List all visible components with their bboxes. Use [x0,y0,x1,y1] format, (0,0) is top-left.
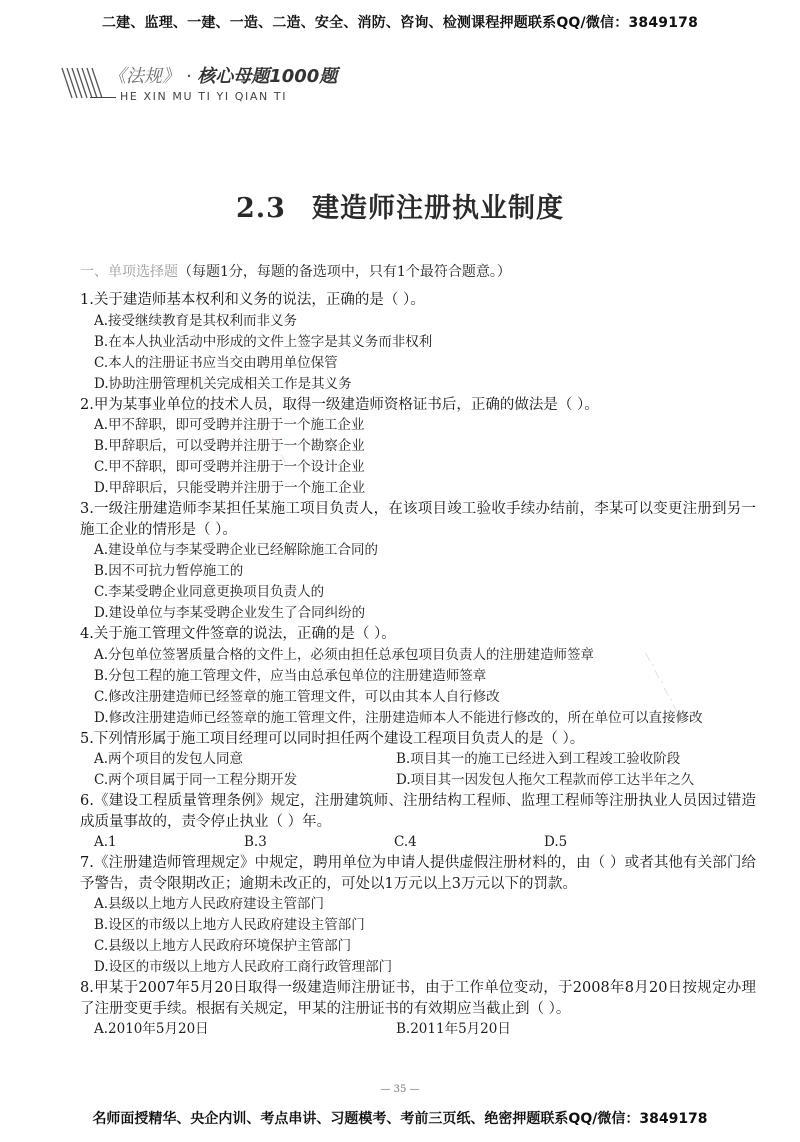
section-number: 2.3 [236,193,286,224]
book-title-dot: · [185,66,192,87]
book-subtitle [90,90,287,103]
subtitle-dash [90,97,116,98]
option-b: B.3 [244,834,267,850]
option-c: C.县级以上地方人民政府环境保护主管部门 [94,938,352,954]
book-title-part2: 核心母题1000题 [197,66,338,87]
book-title [108,62,337,88]
option-d: D.设区的市级以上地方人民政府工商行政管理部门 [94,959,393,975]
option-a: A.1 [94,834,117,850]
option-c: C.两个项目属于同一工程分期开发 [94,772,298,788]
option-a: A.两个项目的发包人同意 [94,751,244,767]
watermark: — · — · — · — [640,650,683,716]
question-stem: 3.一级注册建造师李某担任某施工项目负责人，在该项目竣工验收手续办结前，李某可以变更注册到另一施工企业的情形是（ ）。 [80,501,756,538]
question-stem: 7.《注册建造师管理规定》中规定，聘用单位为申请人提供虚假注册材料的，由（ ）或者其他有关部门给予警告，责令限期改正；逾期未改正的，可处以1万元以上3万元以下的罚款。 [80,855,756,892]
question-stem: 5.下列情形属于施工项目经理可以同时担任两个建设工程项目负责人的是（ ）。 [80,730,585,747]
option-c: C.4 [394,834,417,850]
page-number: — 35 — [380,1084,420,1095]
option-b: B.在本人执业活动中形成的文件上签字是其义务而非权利 [94,333,433,350]
book-header [60,62,460,112]
option-a: A.建设单位与李某受聘企业已经解除施工合同的 [94,542,379,558]
book-title-part1: 《法规》 [108,66,180,87]
option-a: A.分包单位签署质量合格的文件上，必须由担任总承包项目负责人的注册建造师签章 [94,646,595,663]
option-c: C.修改注册建造师已经签章的施工管理文件，可以由其本人自行修改 [94,688,500,705]
bottom-banner: 名师面授精华、央企内训、考点串讲、习题模考、考前三页纸、绝密押题联系QQ/微信：3849178 [92,1111,708,1127]
part-label: 一、单项选择题 [80,264,178,280]
question-1 [80,290,756,395]
book-subtitle-text: HE XIN MU TI YI QIAN TI [120,90,288,103]
option-b: B.分包工程的施工管理文件，应当由总承包单位的注册建造师签章 [94,667,487,684]
question-list [80,262,756,1040]
option-a: A.2010年5月20日 [94,1021,209,1037]
option-a: A.县级以上地方人民政府建设主管部门 [94,896,325,912]
option-a: A.接受继续教育是其权利而非义务 [94,312,298,329]
question-7 [80,853,756,978]
question-stem: 1.关于建造师基本权利和义务的说法，正确的是（ ）。 [80,292,425,308]
option-c: C.李某受聘企业同意更换项目负责人的 [94,584,325,600]
question-stem: 2.甲为某事业单位的技术人员，取得一级建造师资格证书后，正确的做法是（ ）。 [80,396,599,413]
question-2 [80,395,756,500]
option-d: D.5 [544,834,568,850]
options-grid [80,749,756,791]
options-grid [80,832,756,853]
question-4 [80,624,756,729]
part-instruction: （每题1分，每题的备选项中，只有1个最符合题意。） [178,264,511,280]
question-8 [80,978,756,1040]
option-b: B.因不可抗力暂停施工的 [94,563,244,579]
option-d: D.项目其一因发包人拖欠工程款而停工达半年之久 [396,772,695,788]
option-d: D.修改注册建造师已经签章的施工管理文件，注册建造师本人不能进行修改的，所在单位可以直接修改 [94,709,703,726]
option-b: B.2011年5月20日 [396,1021,511,1037]
option-d: D.协助注册管理机关完成相关工作是其义务 [94,375,352,392]
option-d: D.甲辞职后，只能受聘并注册于一个施工企业 [94,480,366,496]
option-b: B.设区的市级以上地方人民政府建设主管部门 [94,917,365,933]
part-heading [80,262,756,282]
option-d: D.建设单位与李某受聘企业发生了合同纠纷的 [94,605,366,621]
options-grid [80,1019,756,1040]
option-b: B.项目其一的施工已经进入到工程竣工验收阶段 [396,751,681,767]
top-banner: 二建、监理、一建、一造、二造、安全、消防、咨询、检测课程押题联系QQ/微信：3849178 [101,15,699,31]
question-stem: 8.甲某于2007年5月20日取得一级建造师注册证书，由于工作单位变动，于2008年8月20日按规定办理了注册变更手续。根据有关规定，甲某的注册证书的有效期应当截止到（ ）。 [80,980,756,1017]
question-stem: 4.关于施工管理文件签章的说法，正确的是（ ）。 [80,626,396,642]
option-b: B.甲辞职后，可以受聘并注册于一个勘察企业 [94,438,365,454]
question-5 [80,729,756,792]
watermark: — · — · — · — [248,400,291,466]
question-3 [80,499,756,624]
question-6 [80,791,756,853]
option-c: C.甲不辞职，即可受聘并注册于一个设计企业 [94,459,365,475]
option-c: C.本人的注册证书应当交由聘用单位保管 [94,354,338,371]
question-stem: 6.《建设工程质量管理条例》规定，注册建筑师、注册结构工程师、监理工程师等注册执业人员因过错造成质量事故的，责令停止执业（ ）年。 [80,793,756,830]
option-a: A.甲不辞职，即可受聘并注册于一个施工企业 [94,417,365,433]
section-title [0,186,800,225]
section-title-text: 建造师注册执业制度 [311,193,564,224]
